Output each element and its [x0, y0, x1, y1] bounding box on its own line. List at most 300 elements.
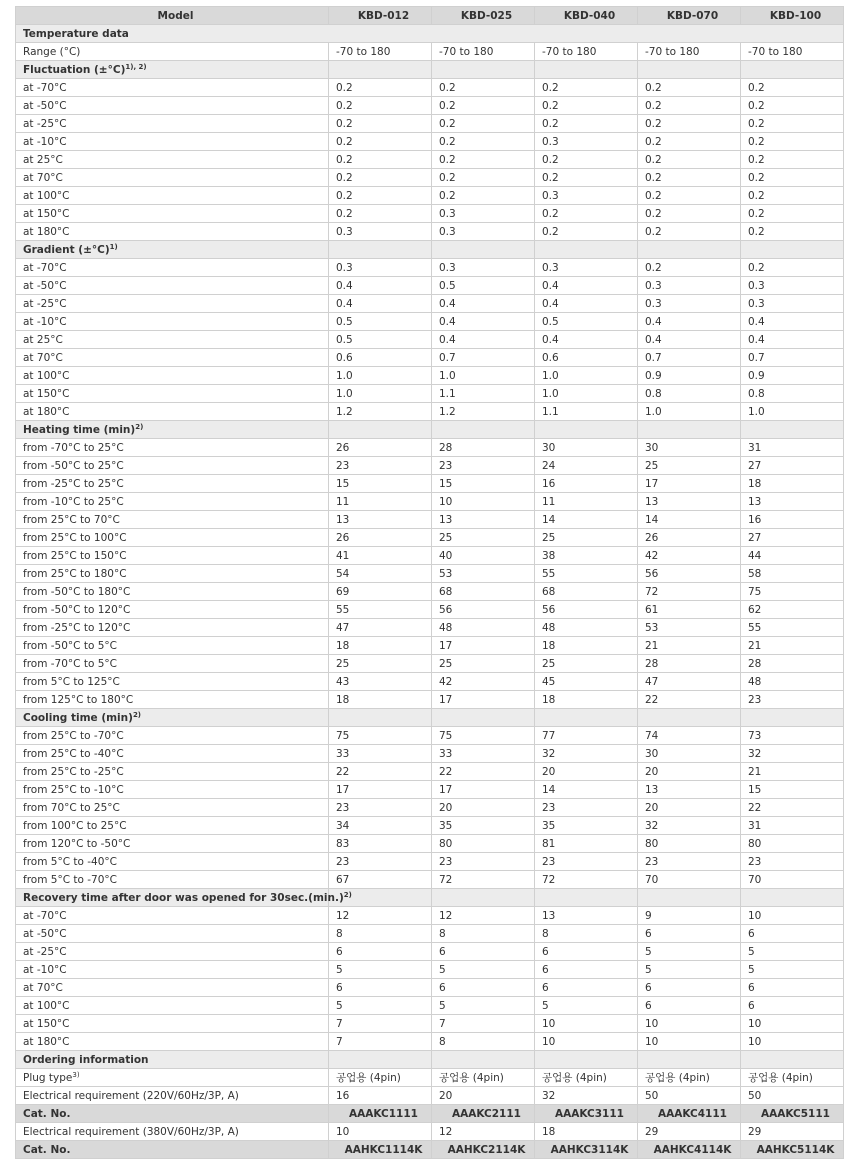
- table-cell: 0.5: [535, 313, 638, 331]
- cat-number: AAHKC5114K: [741, 1141, 844, 1159]
- table-cell: 32: [741, 745, 844, 763]
- table-row: [16, 79, 844, 97]
- row-label-text: from -70°C to 25°C: [23, 441, 124, 454]
- row-label: [16, 1033, 329, 1051]
- row-label: [16, 331, 329, 349]
- cat-no-row: [16, 1105, 844, 1123]
- table-cell: 55: [535, 565, 638, 583]
- table-cell: 10: [329, 1123, 432, 1141]
- row-label: [16, 187, 329, 205]
- table-row: [16, 691, 844, 709]
- table-cell: 8: [329, 925, 432, 943]
- table-row: [16, 223, 844, 241]
- table-cell: 17: [432, 691, 535, 709]
- row-label-text: Range (°C): [23, 45, 81, 58]
- table-cell: 0.6: [535, 349, 638, 367]
- row-label: [16, 565, 329, 583]
- row-label: [16, 367, 329, 385]
- table-cell: 0.2: [638, 79, 741, 97]
- table-cell: 53: [432, 565, 535, 583]
- table-cell: 20: [432, 799, 535, 817]
- table-cell: 10: [741, 1015, 844, 1033]
- table-cell: 75: [329, 727, 432, 745]
- table-cell: [432, 889, 535, 907]
- table-cell: 공업용 (4pin): [535, 1069, 638, 1087]
- table-cell: 1.2: [432, 403, 535, 421]
- section-title: [16, 1051, 329, 1069]
- table-cell: [638, 709, 741, 727]
- table-cell: 공업용 (4pin): [432, 1069, 535, 1087]
- section-row: [16, 709, 844, 727]
- table-cell: [329, 1051, 432, 1069]
- table-cell: 67: [329, 871, 432, 889]
- table-row: [16, 457, 844, 475]
- table-cell: 74: [638, 727, 741, 745]
- row-label-text: Plug type: [23, 1071, 73, 1084]
- row-label: [16, 925, 329, 943]
- table-cell: 1.1: [535, 403, 638, 421]
- table-cell: 25: [535, 529, 638, 547]
- table-cell: 0.2: [329, 133, 432, 151]
- cat-number: AAHKC4114K: [638, 1141, 741, 1159]
- table-row: [16, 817, 844, 835]
- footnote-marker: 2): [132, 710, 142, 719]
- table-cell: 75: [741, 583, 844, 601]
- table-cell: 30: [638, 745, 741, 763]
- row-label: [16, 1123, 329, 1141]
- table-cell: 6: [741, 925, 844, 943]
- table-cell: 6: [432, 979, 535, 997]
- row-label: [16, 223, 329, 241]
- section-title: [16, 241, 329, 259]
- row-label-text: at -10°C: [23, 963, 67, 976]
- section-row: [16, 889, 844, 907]
- table-cell: 6: [638, 925, 741, 943]
- table-cell: 0.2: [638, 187, 741, 205]
- table-cell: 6: [741, 979, 844, 997]
- table-cell: -70 to 180: [741, 43, 844, 61]
- table-cell: [535, 241, 638, 259]
- table-cell: 55: [329, 601, 432, 619]
- table-cell: 0.2: [432, 169, 535, 187]
- table-cell: 10: [432, 493, 535, 511]
- column-header: KBD-012: [329, 7, 432, 25]
- table-cell: 0.2: [432, 133, 535, 151]
- table-cell: 0.2: [638, 151, 741, 169]
- table-cell: 0.5: [329, 331, 432, 349]
- table-cell: 48: [432, 619, 535, 637]
- table-row: [16, 727, 844, 745]
- table-cell: 29: [638, 1123, 741, 1141]
- row-label-text: from 25°C to -10°C: [23, 783, 124, 796]
- table-cell: 0.2: [741, 133, 844, 151]
- table-cell: 0.2: [741, 187, 844, 205]
- table-cell: 50: [741, 1087, 844, 1105]
- section-title: [16, 889, 352, 907]
- row-label-text: Fluctuation (±°C): [23, 63, 126, 76]
- table-cell: 0.2: [535, 223, 638, 241]
- table-cell: 0.2: [535, 79, 638, 97]
- table-cell: 27: [741, 529, 844, 547]
- row-label: [16, 961, 329, 979]
- table-cell: 6: [329, 943, 432, 961]
- footnote-marker: 2): [135, 422, 144, 431]
- table-cell: 81: [535, 835, 638, 853]
- table-row: [16, 151, 844, 169]
- cat-number: AAHKC2114K: [432, 1141, 535, 1159]
- row-label: [16, 259, 329, 277]
- table-cell: 5: [741, 961, 844, 979]
- table-cell: 23: [535, 799, 638, 817]
- table-cell: 0.3: [432, 223, 535, 241]
- table-cell: 32: [535, 745, 638, 763]
- row-label-text: at -25°C: [23, 117, 67, 130]
- table-cell: 1.2: [329, 403, 432, 421]
- table-row: [16, 1069, 844, 1087]
- table-cell: 20: [638, 799, 741, 817]
- table-cell: 14: [535, 781, 638, 799]
- row-label-text: from 5°C to -40°C: [23, 855, 117, 868]
- column-header: KBD-025: [432, 7, 535, 25]
- row-label-text: from 125°C to 180°C: [23, 693, 134, 706]
- table-row: [16, 619, 844, 637]
- table-cell: 6: [741, 997, 844, 1015]
- table-cell: 10: [741, 907, 844, 925]
- table-cell: [432, 1051, 535, 1069]
- row-label: [16, 655, 329, 673]
- table-row: [16, 799, 844, 817]
- row-label: [16, 151, 329, 169]
- table-row: [16, 349, 844, 367]
- table-cell: 0.2: [638, 115, 741, 133]
- table-row: [16, 97, 844, 115]
- table-cell: 0.2: [432, 187, 535, 205]
- table-cell: 35: [432, 817, 535, 835]
- table-cell: 8: [535, 925, 638, 943]
- table-cell: 80: [638, 835, 741, 853]
- table-cell: -70 to 180: [535, 43, 638, 61]
- table-cell: 0.2: [741, 97, 844, 115]
- table-cell: 22: [432, 763, 535, 781]
- row-label: [16, 475, 329, 493]
- table-cell: [741, 241, 844, 259]
- row-label: [16, 313, 329, 331]
- table-row: [16, 943, 844, 961]
- row-label: [16, 295, 329, 313]
- row-label-text: from 25°C to 150°C: [23, 549, 127, 562]
- table-cell: 8: [432, 1033, 535, 1051]
- table-cell: [329, 421, 432, 439]
- table-cell: 1.0: [329, 385, 432, 403]
- table-cell: 48: [741, 673, 844, 691]
- row-label: [16, 43, 329, 61]
- table-cell: 0.3: [638, 295, 741, 313]
- table-cell: 6: [432, 943, 535, 961]
- row-label-text: from -50°C to 25°C: [23, 459, 124, 472]
- table-row: [16, 169, 844, 187]
- section-row: [16, 1051, 844, 1069]
- cat-number: AAHKC3114K: [535, 1141, 638, 1159]
- table-cell: 22: [329, 763, 432, 781]
- row-label: [16, 997, 329, 1015]
- row-label: [16, 385, 329, 403]
- footnote-marker: 1): [109, 242, 118, 251]
- cat-number: AAAKC2111: [432, 1105, 535, 1123]
- table-cell: 73: [741, 727, 844, 745]
- table-cell: 0.4: [535, 295, 638, 313]
- table-cell: 25: [638, 457, 741, 475]
- table-cell: 28: [638, 655, 741, 673]
- table-cell: 0.3: [638, 277, 741, 295]
- table-cell: [535, 709, 638, 727]
- row-label-text: from -25°C to 25°C: [23, 477, 124, 490]
- row-label: [16, 97, 329, 115]
- row-label-text: Electrical requirement (380V/60Hz/3P, A): [23, 1125, 239, 1138]
- row-label: [16, 115, 329, 133]
- table-cell: 55: [741, 619, 844, 637]
- table-cell: 15: [432, 475, 535, 493]
- table-cell: 72: [638, 583, 741, 601]
- table-cell: 5: [432, 961, 535, 979]
- section-row: [16, 241, 844, 259]
- table-cell: 7: [432, 1015, 535, 1033]
- row-label: [16, 493, 329, 511]
- table-cell: 0.3: [741, 277, 844, 295]
- table-cell: 0.4: [638, 331, 741, 349]
- table-cell: 공업용 (4pin): [638, 1069, 741, 1087]
- row-label-text: at 70°C: [23, 981, 63, 994]
- row-label-text: at -70°C: [23, 81, 67, 94]
- row-label-text: from -70°C to 5°C: [23, 657, 117, 670]
- spec-table: [15, 6, 844, 1159]
- table-row: [16, 871, 844, 889]
- table-cell: 15: [741, 781, 844, 799]
- row-label-text: at 150°C: [23, 387, 70, 400]
- table-cell: 70: [638, 871, 741, 889]
- table-cell: 35: [535, 817, 638, 835]
- row-label: [16, 169, 329, 187]
- row-label: [16, 133, 329, 151]
- table-cell: 0.3: [329, 223, 432, 241]
- table-row: [16, 1087, 844, 1105]
- table-cell: 18: [329, 637, 432, 655]
- table-cell: 30: [638, 439, 741, 457]
- table-cell: 공업용 (4pin): [329, 1069, 432, 1087]
- table-row: [16, 385, 844, 403]
- table-cell: 13: [329, 511, 432, 529]
- row-label: [16, 277, 329, 295]
- table-cell: 0.2: [535, 205, 638, 223]
- table-cell: 32: [535, 1087, 638, 1105]
- row-label-text: at -50°C: [23, 279, 67, 292]
- row-label: [16, 835, 329, 853]
- table-cell: 22: [741, 799, 844, 817]
- table-row: [16, 493, 844, 511]
- table-cell: 13: [432, 511, 535, 529]
- table-cell: [535, 889, 638, 907]
- table-cell: 70: [741, 871, 844, 889]
- row-label-text: at -70°C: [23, 261, 67, 274]
- cat-number: AAHKC1114K: [329, 1141, 432, 1159]
- table-cell: 41: [329, 547, 432, 565]
- table-cell: 17: [329, 781, 432, 799]
- table-cell: 0.4: [741, 331, 844, 349]
- table-cell: 20: [638, 763, 741, 781]
- row-label: [16, 403, 329, 421]
- section-row: [16, 421, 844, 439]
- table-cell: 0.3: [535, 259, 638, 277]
- table-cell: 0.4: [329, 277, 432, 295]
- table-cell: [638, 889, 741, 907]
- row-label-text: at 180°C: [23, 1035, 70, 1048]
- table-cell: 13: [741, 493, 844, 511]
- table-row: [16, 547, 844, 565]
- table-row: [16, 43, 844, 61]
- table-cell: 68: [535, 583, 638, 601]
- table-row: [16, 835, 844, 853]
- row-label: [16, 691, 329, 709]
- section-title: [16, 709, 329, 727]
- table-cell: 0.2: [535, 169, 638, 187]
- table-cell: 21: [741, 763, 844, 781]
- table-cell: 0.6: [329, 349, 432, 367]
- table-row: [16, 1123, 844, 1141]
- table-cell: 77: [535, 727, 638, 745]
- table-cell: 10: [638, 1015, 741, 1033]
- table-cell: 8: [432, 925, 535, 943]
- table-row: [16, 763, 844, 781]
- table-cell: 61: [638, 601, 741, 619]
- table-cell: 5: [638, 943, 741, 961]
- table-cell: -70 to 180: [329, 43, 432, 61]
- row-label: [16, 979, 329, 997]
- cat-number: AAAKC3111: [535, 1105, 638, 1123]
- table-cell: 11: [329, 493, 432, 511]
- row-label: [16, 79, 329, 97]
- table-cell: [535, 61, 638, 79]
- row-label-text: at 70°C: [23, 171, 63, 184]
- table-cell: 0.4: [638, 313, 741, 331]
- row-label: [16, 511, 329, 529]
- table-cell: 0.2: [329, 79, 432, 97]
- table-cell: 48: [535, 619, 638, 637]
- table-cell: 33: [329, 745, 432, 763]
- table-cell: 18: [535, 691, 638, 709]
- table-cell: 10: [535, 1015, 638, 1033]
- table-cell: 0.4: [432, 295, 535, 313]
- row-label-text: at 100°C: [23, 999, 70, 1012]
- table-cell: 75: [432, 727, 535, 745]
- row-label: [16, 871, 329, 889]
- row-label: [16, 529, 329, 547]
- table-row: [16, 853, 844, 871]
- table-row: [16, 925, 844, 943]
- table-cell: 0.8: [638, 385, 741, 403]
- table-cell: 72: [432, 871, 535, 889]
- table-cell: 0.3: [535, 187, 638, 205]
- table-cell: [535, 1051, 638, 1069]
- row-label-text: from -25°C to 120°C: [23, 621, 131, 634]
- table-cell: 1.0: [432, 367, 535, 385]
- table-cell: 80: [741, 835, 844, 853]
- table-cell: 42: [638, 547, 741, 565]
- row-label-text: Heating time (min): [23, 423, 136, 436]
- row-label-text: at -10°C: [23, 135, 67, 148]
- table-cell: [638, 241, 741, 259]
- table-cell: [535, 421, 638, 439]
- table-cell: 0.2: [638, 169, 741, 187]
- row-label-text: Gradient (±°C): [23, 243, 110, 256]
- table-cell: 0.2: [638, 205, 741, 223]
- table-cell: 5: [432, 997, 535, 1015]
- spec-body: [16, 25, 844, 1159]
- table-cell: 12: [432, 907, 535, 925]
- table-cell: 0.2: [432, 115, 535, 133]
- table-cell: 27: [741, 457, 844, 475]
- table-cell: 0.5: [432, 277, 535, 295]
- table-row: [16, 1015, 844, 1033]
- table-cell: 0.3: [432, 259, 535, 277]
- table-cell: 15: [329, 475, 432, 493]
- row-label: [16, 349, 329, 367]
- row-label-text: from 25°C to -25°C: [23, 765, 124, 778]
- footnote-marker: 1), 2): [125, 62, 147, 71]
- table-cell: 16: [741, 511, 844, 529]
- table-row: [16, 673, 844, 691]
- cat-number: AAAKC1111: [329, 1105, 432, 1123]
- row-label-text: at -25°C: [23, 297, 67, 310]
- table-cell: [432, 421, 535, 439]
- row-label-text: Temperature data: [23, 27, 129, 40]
- table-cell: 13: [638, 493, 741, 511]
- table-cell: [741, 889, 844, 907]
- table-cell: [741, 61, 844, 79]
- table-cell: 25: [432, 655, 535, 673]
- table-row: [16, 277, 844, 295]
- row-label-text: at -70°C: [23, 909, 67, 922]
- section-title: [16, 25, 844, 43]
- table-row: [16, 907, 844, 925]
- table-cell: 0.2: [741, 115, 844, 133]
- table-cell: 5: [535, 997, 638, 1015]
- cat-number: AAAKC4111: [638, 1105, 741, 1123]
- table-cell: 7: [329, 1015, 432, 1033]
- table-cell: 0.2: [638, 97, 741, 115]
- row-label-text: at 100°C: [23, 189, 70, 202]
- table-cell: 17: [432, 637, 535, 655]
- section-row: [16, 25, 844, 43]
- column-header: KBD-100: [741, 7, 844, 25]
- table-cell: 13: [638, 781, 741, 799]
- table-cell: 0.2: [638, 223, 741, 241]
- row-label: [16, 547, 329, 565]
- table-row: [16, 565, 844, 583]
- table-cell: 10: [741, 1033, 844, 1051]
- table-cell: 44: [741, 547, 844, 565]
- table-cell: 0.2: [741, 223, 844, 241]
- table-cell: 23: [638, 853, 741, 871]
- table-cell: 21: [741, 637, 844, 655]
- table-row: [16, 979, 844, 997]
- row-label-text: at 150°C: [23, 1017, 70, 1030]
- row-label-text: from -50°C to 180°C: [23, 585, 131, 598]
- table-cell: 0.2: [432, 97, 535, 115]
- table-cell: 22: [638, 691, 741, 709]
- table-cell: 0.2: [535, 115, 638, 133]
- table-row: [16, 745, 844, 763]
- header-row: [16, 7, 844, 25]
- table-cell: 23: [329, 799, 432, 817]
